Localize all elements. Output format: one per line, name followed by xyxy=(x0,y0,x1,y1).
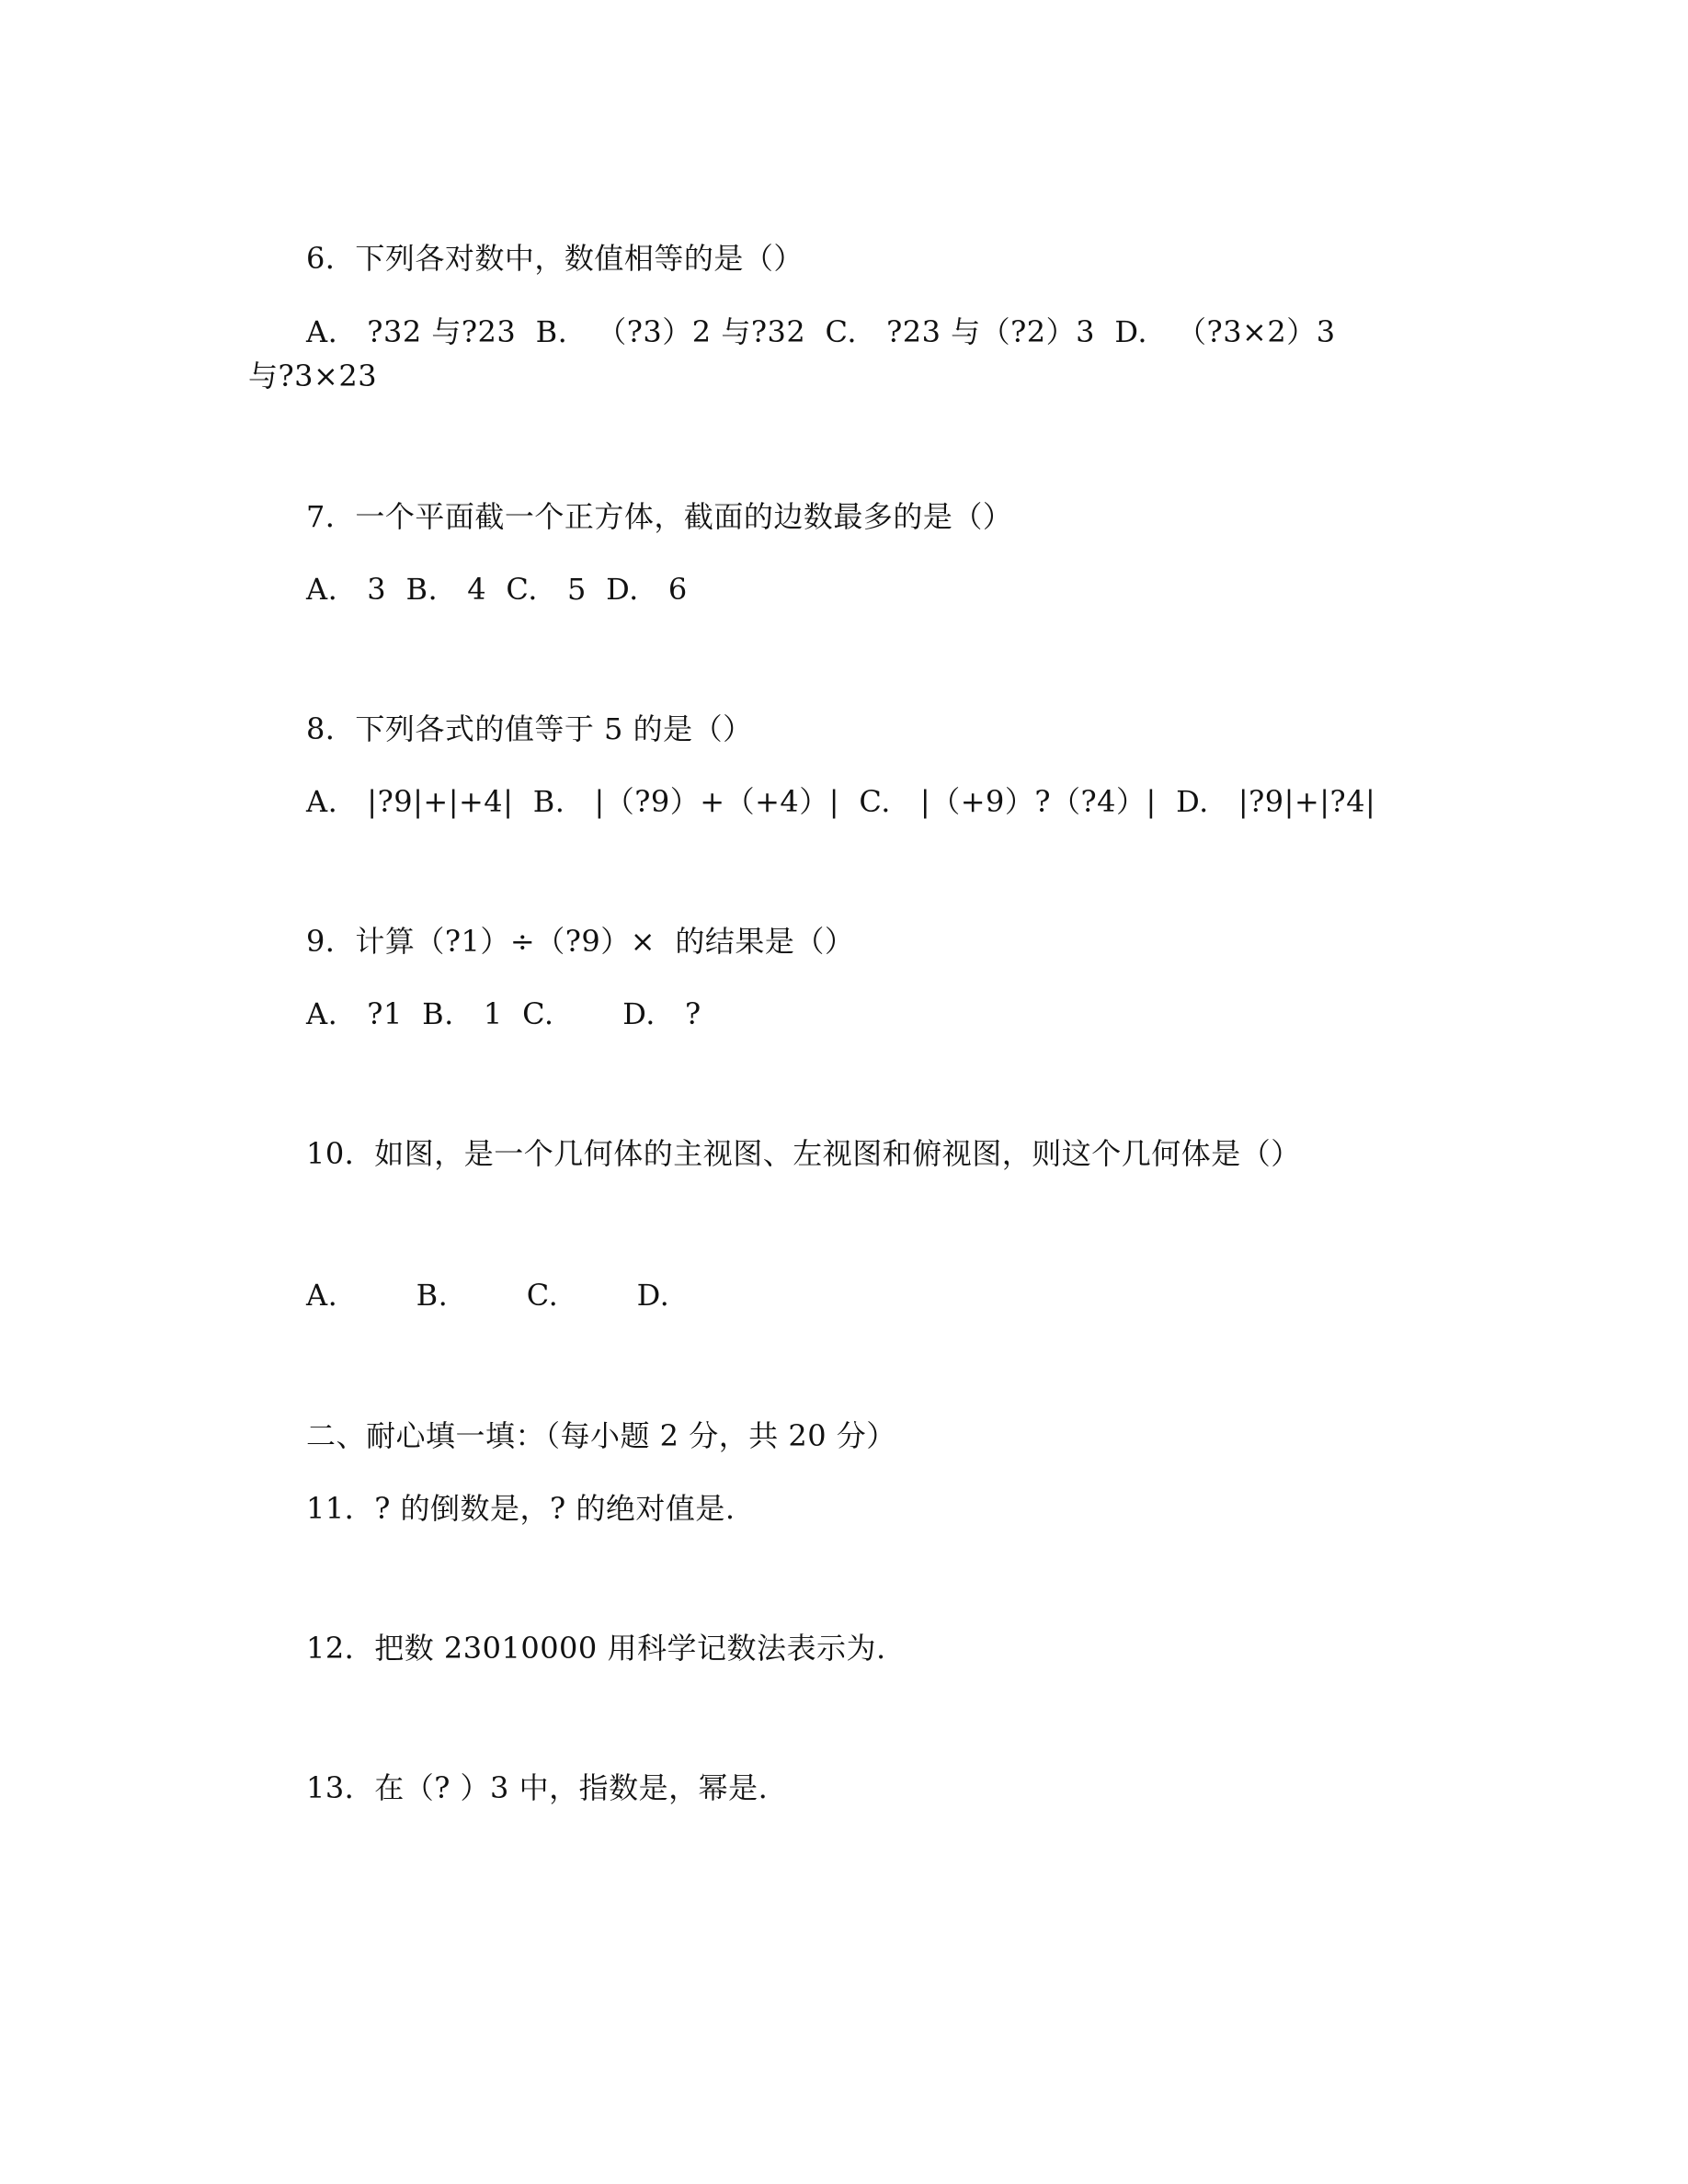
question-11: 11．? 的倒数是，? 的绝对值是. xyxy=(306,1491,736,1526)
question-10-stem: 10．如图，是一个几何体的主视图、左视图和俯视图，则这个几何体是（） xyxy=(306,1136,1301,1171)
question-12: 12．把数 23010000 用科学记数法表示为. xyxy=(306,1631,886,1666)
question-13: 13．在（? ）3 中，指数是，幂是. xyxy=(306,1770,769,1805)
question-6-options-continued: 与?3×23 xyxy=(248,358,378,393)
question-10-options: A. B. C. D. xyxy=(306,1278,670,1313)
question-6-options: A. ?32 与?23 B. （?3）2 与?32 C. ?23 与（?2）3 D. （?3×2）3 xyxy=(306,314,1336,349)
question-6-stem: 6．下列各对数中，数值相等的是（） xyxy=(306,241,804,276)
question-7-options: A. 3 B. 4 C. 5 D. 6 xyxy=(306,572,688,607)
question-9-stem: 9．计算（?1）÷（?9）× 的结果是（） xyxy=(306,924,855,959)
question-8-stem: 8．下列各式的值等于 5 的是（） xyxy=(306,711,753,746)
question-8-options: A. |?9|+|+4| B. |（?9）+（+4）| C. |（+9）?（?4）| D. |?9|+|?4| xyxy=(306,784,1376,819)
question-7-stem: 7．一个平面截一个正方体，截面的边数最多的是（） xyxy=(306,499,1013,534)
section-2-heading: 二、耐心填一填：（每小题 2 分，共 20 分） xyxy=(306,1418,896,1453)
question-9-options: A. ?1 B. 1 C. D. ? xyxy=(306,996,701,1031)
